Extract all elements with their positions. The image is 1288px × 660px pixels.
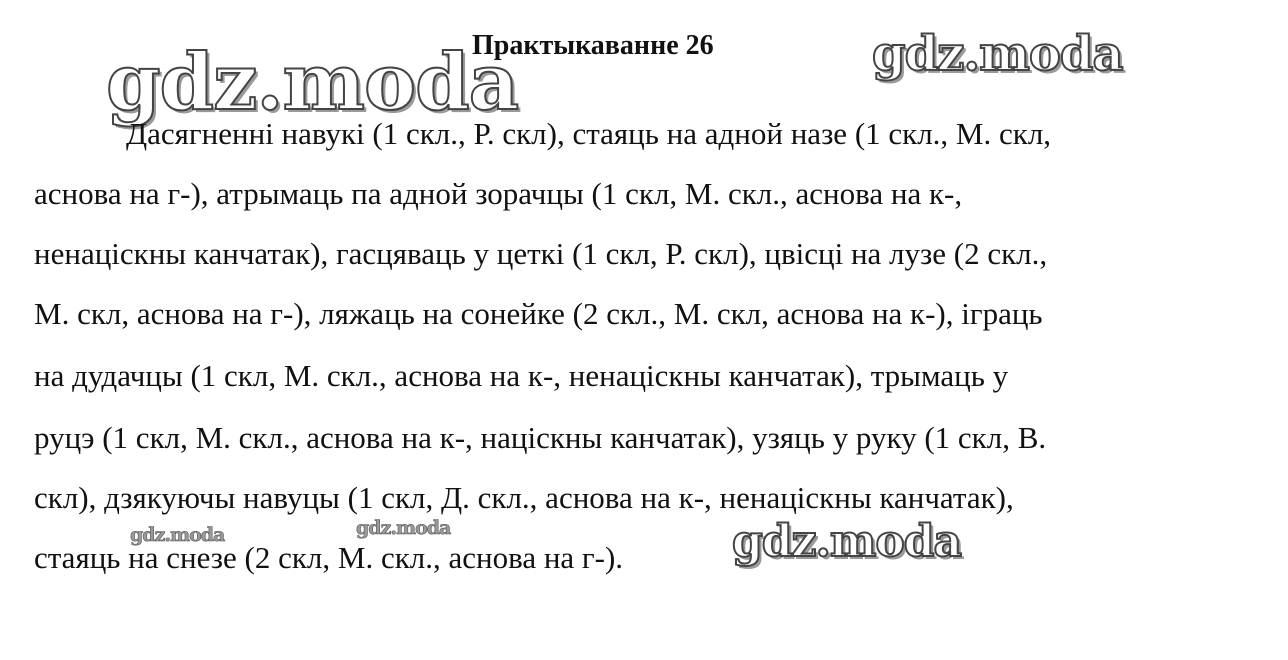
watermark-logo: gdz.moda [356, 517, 451, 539]
exercise-title: Практыкаванне 26 [472, 30, 714, 61]
text-line-5: на дудачцы (1 скл, М. скл., аснова на к-, ненаціскны канчатак), трымаць у [34, 358, 1009, 393]
watermark-logo: gdz.moda [732, 516, 962, 567]
text-line-8: стаяць на снезе (2 скл, М. скл., аснова на г-). [34, 540, 624, 575]
text-line-4: М. скл, аснова на г-), ляжаць на сонейке (2 скл., М. скл, аснова на к-), іграць [34, 296, 1043, 331]
text-line-6: руцэ (1 скл, М. скл., аснова на к-, націскны канчатак), узяць у руку (1 скл, В. [34, 420, 1047, 455]
text-line-3: ненаціскны канчатак), гасцяваць у цеткі (1 скл, Р. скл), цвісці на лузе (2 скл., [34, 236, 1048, 271]
watermark-logo: gdz.moda [130, 524, 225, 546]
watermark-logo: gdz.moda [106, 37, 519, 128]
text-line-1: Дасягненні навукі (1 скл., Р. скл), стаяць на адной назе (1 скл., М. скл, [126, 116, 1052, 151]
text-line-7: скл), дзякуючы навуцы (1 скл, Д. скл., аснова на к-, ненаціскны канчатак), [34, 480, 1014, 515]
watermark-logo: gdz.moda [872, 26, 1123, 82]
text-line-2: аснова на г-), атрымаць па адной зорачцы (1 скл, М. скл., аснова на к-, [34, 176, 963, 211]
